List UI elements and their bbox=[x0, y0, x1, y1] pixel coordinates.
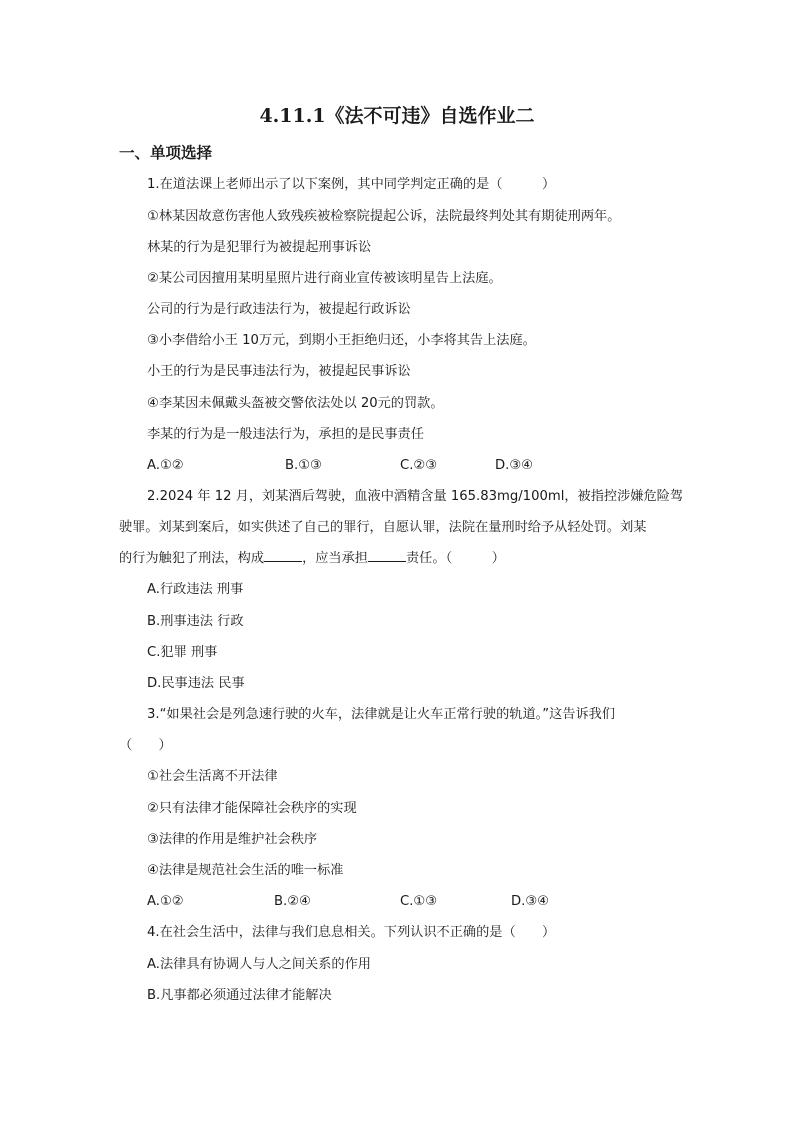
q2-option-b[interactable]: B.刑事违法 行政 bbox=[147, 614, 244, 629]
q1-judgement-3: 小王的行为是民事违法行为，被提起民事诉讼 bbox=[147, 364, 411, 379]
document-title: 4.11.1《法不可违》自选作业二 bbox=[259, 105, 535, 127]
q2-option-c[interactable]: C.犯罪 刑事 bbox=[147, 645, 218, 660]
q1-stem: 1.在道法课上老师出示了以下案例，其中同学判定正确的是（ ） bbox=[147, 177, 556, 192]
q2-blank-2[interactable] bbox=[368, 547, 406, 562]
q3-option-b[interactable]: B.②④ bbox=[274, 894, 311, 909]
q1-judgement-2: 公司的行为是行政违法行为，被提起行政诉讼 bbox=[147, 302, 411, 317]
q1-option-c[interactable]: C.②③ bbox=[400, 458, 438, 473]
q1-case-1: ①林某因故意伤害他人致残疾被检察院提起公诉，法院最终判处其有期徒刑两年。 bbox=[147, 209, 621, 224]
q4-option-a[interactable]: A.法律具有协调人与人之间关系的作用 bbox=[147, 957, 371, 972]
q2-option-d[interactable]: D.民事违法 民事 bbox=[147, 676, 245, 691]
q3-item-4: ④法律是规范社会生活的唯一标准 bbox=[147, 863, 344, 878]
q1-judgement-1: 林某的行为是犯罪行为被提起刑事诉讼 bbox=[147, 240, 372, 255]
q2-line-3-part-b: ，应当承担 bbox=[302, 551, 368, 566]
q2-line-3 bbox=[119, 547, 505, 571]
q2-line-1: 2.2024 年 12 月，刘某酒后驾驶，血液中酒精含量 165.83mg/100ml，被指控涉嫌危险驾 bbox=[147, 489, 684, 504]
q1-option-a[interactable]: A.①② bbox=[147, 458, 184, 473]
q3-item-2: ②只有法律才能保障社会秩序的实现 bbox=[147, 801, 357, 816]
q3-item-1: ①社会生活离不开法律 bbox=[147, 769, 278, 784]
q2-line-3-part-c: 责任。（ ） bbox=[406, 551, 505, 566]
q3-line-2: （ ） bbox=[119, 738, 172, 753]
q1-option-b[interactable]: B.①③ bbox=[285, 458, 322, 473]
section-heading: 一、单项选择 bbox=[119, 143, 213, 162]
q4-option-b[interactable]: B.凡事都必须通过法律才能解决 bbox=[147, 988, 332, 1003]
q3-option-a[interactable]: A.①② bbox=[147, 894, 184, 909]
q2-option-a[interactable]: A.行政违法 刑事 bbox=[147, 582, 244, 597]
q2-line-3-part-a: 的行为触犯了刑法，构成 bbox=[119, 551, 265, 566]
q1-case-4: ④李某因未佩戴头盔被交警依法处以 20元的罚款。 bbox=[147, 396, 444, 411]
q3-option-d[interactable]: D.③④ bbox=[511, 894, 549, 909]
q2-line-2: 驶罪。刘某到案后，如实供述了自己的罪行，自愿认罪，法院在量刑时给予从轻处罚。刘某 bbox=[119, 520, 647, 535]
q3-item-3: ③法律的作用是维护社会秩序 bbox=[147, 832, 318, 847]
q1-option-d[interactable]: D.③④ bbox=[495, 458, 533, 473]
q1-case-3: ③小李借给小王 10万元，到期小王拒绝归还，小李将其告上法庭。 bbox=[147, 333, 536, 348]
q2-blank-1[interactable] bbox=[264, 547, 302, 562]
q3-option-c[interactable]: C.①③ bbox=[400, 894, 438, 909]
q4-stem: 4.在社会生活中，法律与我们息息相关。下列认识不正确的是（ ） bbox=[147, 925, 556, 940]
q1-case-2: ②某公司因擅用某明星照片进行商业宣传被该明星告上法庭。 bbox=[147, 271, 502, 286]
q3-line-1: 3.“如果社会是列急速行驶的火车，法律就是让火车正常行驶的轨道。”这告诉我们 bbox=[147, 707, 616, 722]
q1-judgement-4: 李某的行为是一般违法行为，承担的是民事责任 bbox=[147, 427, 424, 442]
